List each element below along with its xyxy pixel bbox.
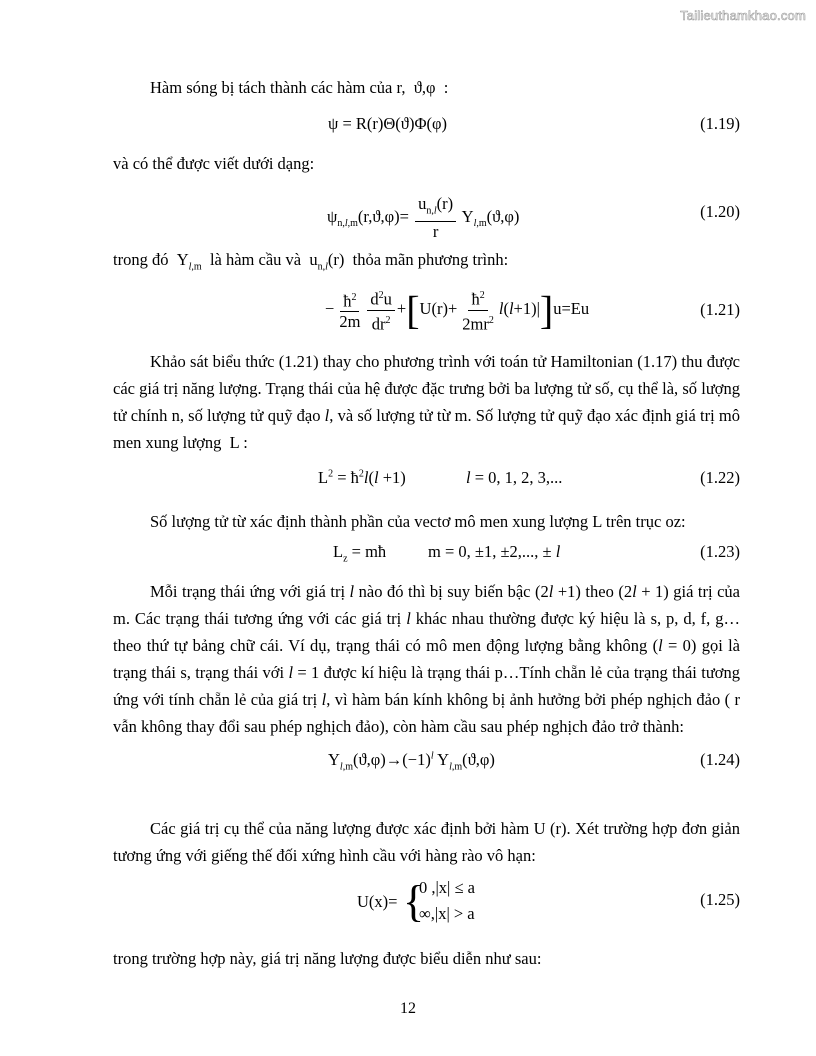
watermark: Tailieuthamkhao.com (680, 8, 806, 23)
equation-1-19-body: ψ = R(r)Θ(ϑ)Φ(φ) (328, 114, 448, 133)
equation-1-22-rhs: l = 0, 1, 2, 3,... (466, 468, 563, 487)
equation-1-25-case1: 0 ,|x| ≤ a (419, 878, 475, 897)
equation-number: (1.23) (700, 542, 740, 561)
page-number: 12 (400, 1000, 416, 1017)
equation-number: (1.19) (700, 114, 740, 133)
equation-1-25 (113, 876, 740, 932)
equation-number: (1.22) (700, 468, 740, 487)
equation-1-19 (113, 112, 740, 142)
equation-1-21 (113, 286, 740, 336)
equation-1-24-body: $Y_{l,m}(ϑ,\varphi)\to(-1)^l$ $Y_{l,m}(ϑ,\varphi)$ (328, 750, 495, 773)
equation-1-22 (113, 466, 740, 496)
equation-number: (1.24) (700, 750, 740, 769)
equation-1-22-lhs: $L^2$ = $ħ^2l(l +1)$ (318, 468, 406, 487)
paragraph-2: và có thể được viết dưới dạng: (113, 154, 315, 173)
brace-icon: { (403, 877, 425, 926)
equation-1-25-case2: ∞,|x| > a (419, 904, 475, 923)
paragraph-6: Mỗi trạng thái ứng với giá trị l nào đó thì bị suy biến bậc (2l +1) theo (2l + 1) giá trị của m. Các trạng thái tương ứng với các giá trị l khác nhau thường được ký hiệu là s, p, d, f, g… theo thứ tự bảng chữ cái. Ví dụ, trạng thái có mô men động lượng bằng không (l = 0) gọi là trạng thái s, trạng thái với l = 1 được kí hiệu là trạng thái p…Tính chẵn lẻ của trạng thái tương ứng với tính chẵn lẻ của giá trị l, vì hàm bán kính không bị ảnh hưởng bởi phép nghịch đảo ( r vẫn không thay đổi sau phép nghịch đảo), còn hàm cầu sau phép nghịch đảo trở thành: (113, 582, 741, 736)
equation-1-23 (113, 540, 740, 570)
equation-number: (1.25) (700, 890, 740, 909)
paragraph-7: Các giá trị cụ thể của năng lượng được xác định bởi hàm U (r). Xét trường hợp đơn giản tương ứng với giếng thế đối xứng hình cầu với hàng rào vô hạn: (113, 819, 740, 865)
paragraph-3: trong đó $Y_{l,m}$ là hàm cầu và $u_{n,l}(r)$ thỏa mãn phương trình: (113, 250, 509, 273)
equation-1-20 (113, 188, 740, 242)
equation-1-23-rhs: m = 0, ±1, ±2,..., ± l (428, 542, 561, 561)
paragraph-1: Hàm sóng bị tách thành các hàm của r, ϑ,φ : (150, 78, 449, 97)
paragraph-4: Khảo sát biểu thức (1.21) thay cho phương trình với toán tử Hamiltonian (1.17) thu được các giá trị năng lượng. Trạng thái của hệ được đặc trưng bởi ba lượng tử số, cụ thể là, số lượng tử chính n, số lượng tử quỹ đạo l, và số lượng tử từ m. Số lượng tử quỹ đạo xác định giá trị mô men xung lượng L : (113, 352, 740, 452)
equation-number: (1.20) (700, 202, 740, 221)
equation-number: (1.21) (700, 300, 740, 319)
equation-1-23-lhs: $L_z$ = mħ (333, 542, 387, 565)
paragraph-5: Số lượng tử từ xác định thành phần của vectơ mô men xung lượng L trên trục oz: (150, 512, 686, 531)
equation-1-25-lhs: U(x)= (357, 892, 398, 911)
paragraph-8: trong trường hợp này, giá trị năng lượng được biểu diễn như sau: (113, 949, 542, 968)
equation-1-21-body: − $\frac{ħ^2}{2m}$ $\frac{d^2u}{dr^2}$ +[U(r)+ $\frac{ħ^2}{2mr^2}$ l(l+1)|]u=Eu (325, 287, 590, 333)
equation-1-24 (113, 748, 740, 778)
equation-1-20-body: $\psi_{n,l,m}(r,ϑ,\varphi)=$ $\frac{u_{n,l}(r)}{r}$ $Y_{l,m}(ϑ,\varphi)$ (327, 194, 520, 242)
fraction: $\frac{u_{n,l}(r)}{r}$ (415, 194, 456, 242)
